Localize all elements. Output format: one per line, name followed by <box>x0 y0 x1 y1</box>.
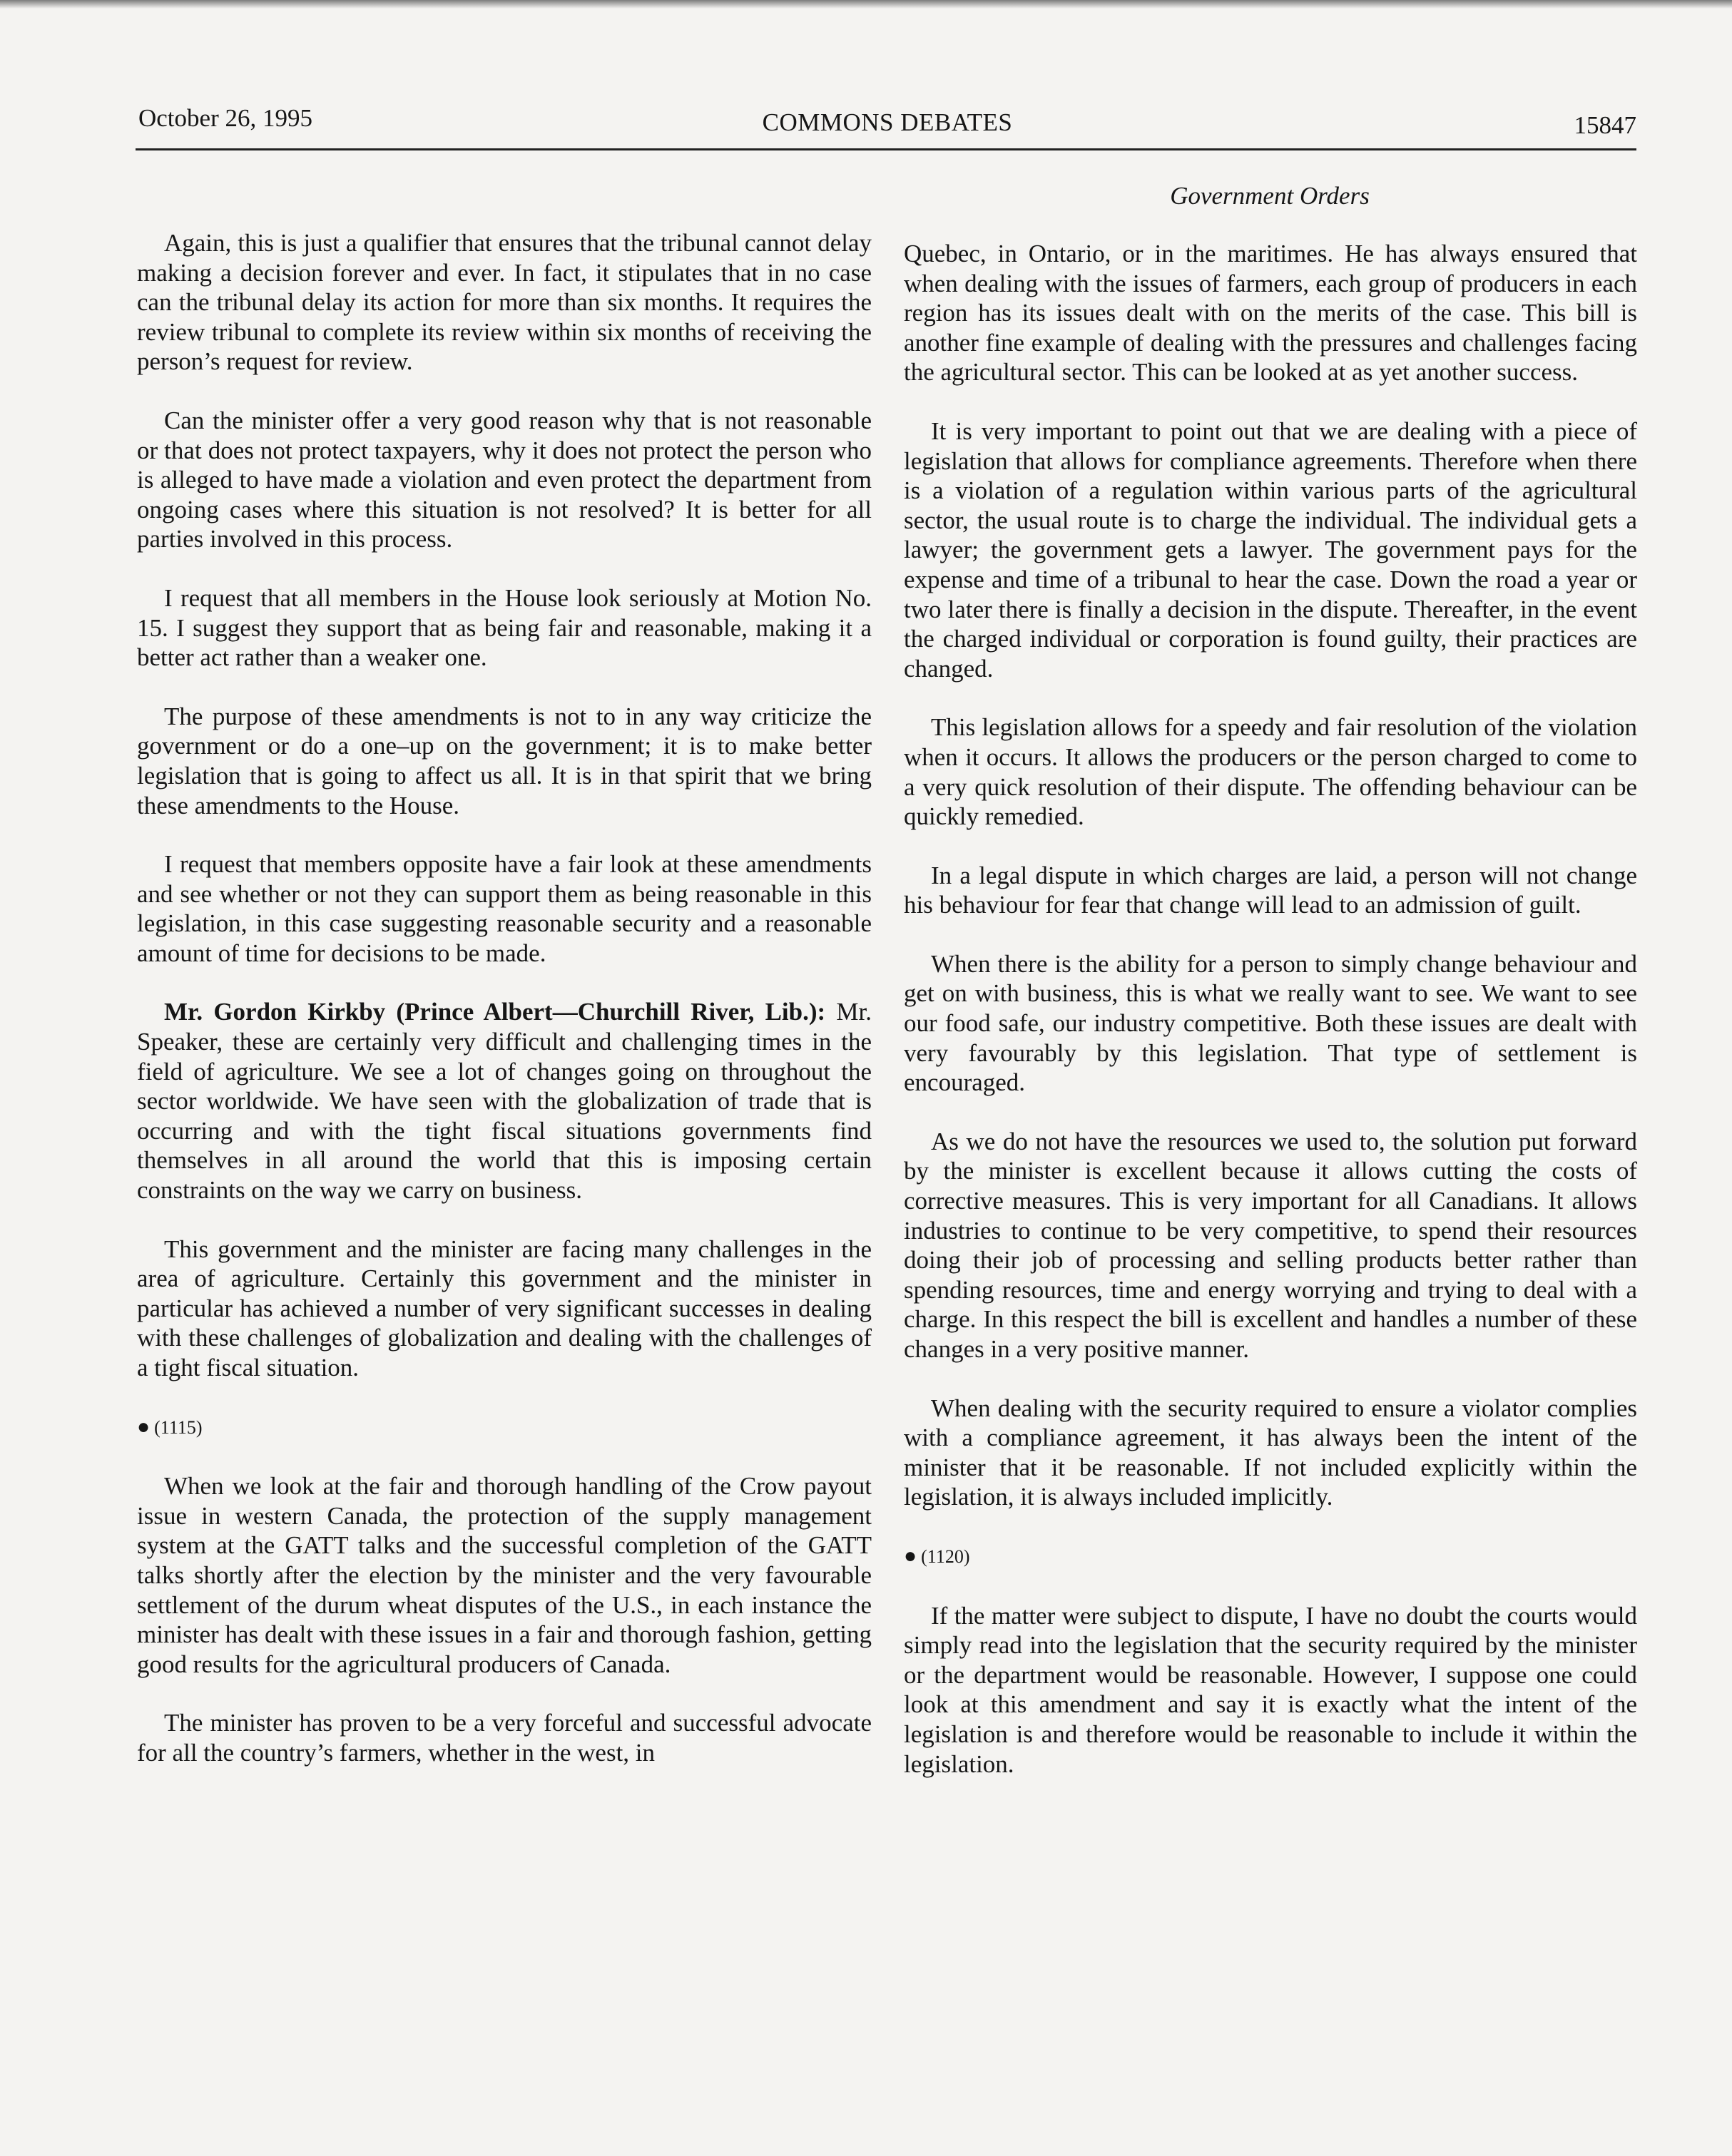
header-page-number: 15847 <box>1574 111 1636 139</box>
section-heading: Government Orders <box>1170 182 1370 210</box>
header-rule <box>136 148 1636 150</box>
bullet-icon: ● <box>137 1414 151 1439</box>
paragraph: I request that members opposite have a fair look at these amendments and see whether or not they can support them as being reasonable in this legislation, in this case suggesting reasonable security and a reasonable amount of time for decisions to be made. <box>137 850 872 967</box>
time-stamp-text: (1115) <box>154 1416 203 1438</box>
paragraph-continued: Quebec, in Ontario, or in the maritimes. He has always ensured that when dealing with the issues of farmers, each group of producers in each region has its issues dealt with on the merits of the case. This bill is another fine example of dealing with the pressures and challenges facing the agricultural sector. This can be looked at as yet another success. <box>904 240 1637 387</box>
paragraph: The purpose of these amendments is not to in any way criticize the government or do a one–up on the government; it is to make better legislation that is going to affect us all. It is in that spirit that we bring these amendments to the House. <box>137 702 872 819</box>
scan-edge <box>0 0 1732 9</box>
speaker-paragraph <box>137 997 872 1205</box>
header-date: October 26, 1995 <box>138 104 312 132</box>
header-publication: COMMONS DEBATES <box>762 108 1013 136</box>
bullet-icon: ● <box>904 1543 917 1568</box>
paragraph: Again, this is just a qualifier that ensures that the tribunal cannot delay making a decision forever and ever. In fact, it stipulates that in no case can the tribunal delay its action for more than six months. It requires the review tribunal to complete its review within six months of receiving the person’s request for review. <box>137 229 872 376</box>
paragraph: When we look at the fair and thorough handling of the Crow payout issue in western Canada, the protection of the supply management system at the GATT talks and the successful completion of the GATT talks shortly after the election by the minister and the very favourable settlement of the durum wheat disputes of the U.S., in each instance the minister has dealt with these issues in a fair and thorough fashion, getting good results for the agricultural producers of Canada. <box>137 1472 872 1678</box>
time-stamp-text: (1120) <box>921 1546 970 1567</box>
time-stamp <box>904 1541 1637 1572</box>
paragraph: This government and the minister are facing many challenges in the area of agriculture. Certainly this government and the minister in particular has achieved a number of very significant successes in dealing with these challenges of globalization and dealing with the challenges of a tight fiscal situation. <box>137 1235 872 1381</box>
paragraph: When there is the ability for a person to simply change behaviour and get on with business, this is what we really want to see. We want to see our food safe, our industry competitive. Both these issues are dealt with very favourably by this legislation. That type of settlement is encouraged. <box>904 949 1637 1097</box>
paragraph: If the matter were subject to dispute, I have no doubt the courts would simply read into the legislation that the security required by the minister or the department would be reasonable. However, I suppose one could look at this amendment and say it is exactly what the intent of the legislation is and therefore would be reasonable to include it within the legislation. <box>904 1601 1637 1778</box>
page-header <box>138 101 1636 144</box>
speaker-text: Mr. Speaker, these are certainly very difficult and challenging times in the field of agriculture. We see a lot of changes going on throughout the sector worldwide. We have seen with the globalization of trade that is occurring and with the tight fiscal situations governments find themselves in all around the world that this is imposing certain constraints on the way we carry on business. <box>137 998 872 1205</box>
time-stamp <box>137 1412 872 1443</box>
paragraph: Can the minister offer a very good reason why that is not reasonable or that does not protect taxpayers, why it does not protect the person who is alleged to have made a violation and even protect the department from ongoing cases where this situation is not resolved? It is better for all parties involved in this process. <box>137 406 872 553</box>
paragraph: I request that all members in the House look seriously at Motion No. 15. I suggest they support that as being fair and reasonable, making it a better act rather than a weaker one. <box>137 583 872 672</box>
paragraph: The minister has proven to be a very forceful and successful advocate for all the country’s farmers, whether in the west, in <box>137 1709 872 1767</box>
right-column <box>904 239 1637 1808</box>
paragraph: In a legal dispute in which charges are laid, a person will not change his behaviour for fear that change will lead to an admission of guilt. <box>904 861 1637 919</box>
speaker-name: Mr. Gordon Kirkby (Prince Albert—Churchill River, Lib.): <box>164 998 826 1026</box>
paragraph: It is very important to point out that we are dealing with a piece of legislation that allows for compliance agreements. Therefore when there is a violation of a regulation within various parts of the agricultural sector, the usual route is to charge the individual. The individual gets a lawyer; the government gets a lawyer. The government pays for the expense and time of a tribunal to hear the case. Down the road a year or two later there is finally a decision in the dispute. Thereafter, in the event the charged individual or corporation is found guilty, their practices are changed. <box>904 417 1637 683</box>
paragraph: This legislation allows for a speedy and fair resolution of the violation when it occurs. It allows the producers or the person charged to come to a very quick resolution of their dispute. The offending behaviour can be quickly remedied. <box>904 713 1637 831</box>
paragraph: When dealing with the security required to ensure a violator complies with a compliance agreement, it has always been the intent of the minister that it be reasonable. If not included explicitly within the legislation, it is always included implicitly. <box>904 1394 1637 1511</box>
paragraph: As we do not have the resources we used to, the solution put forward by the minister is excellent because it allows cutting the costs of corrective measures. This is very important for all Canadians. It allows industries to continue to be very competitive, to spend their resources doing their job of processing and selling products better rather than spending resources, time and energy worrying and trying to deal with a charge. In this respect the bill is excellent and handles a number of these changes in a very positive manner. <box>904 1127 1637 1363</box>
left-column <box>137 228 872 1797</box>
